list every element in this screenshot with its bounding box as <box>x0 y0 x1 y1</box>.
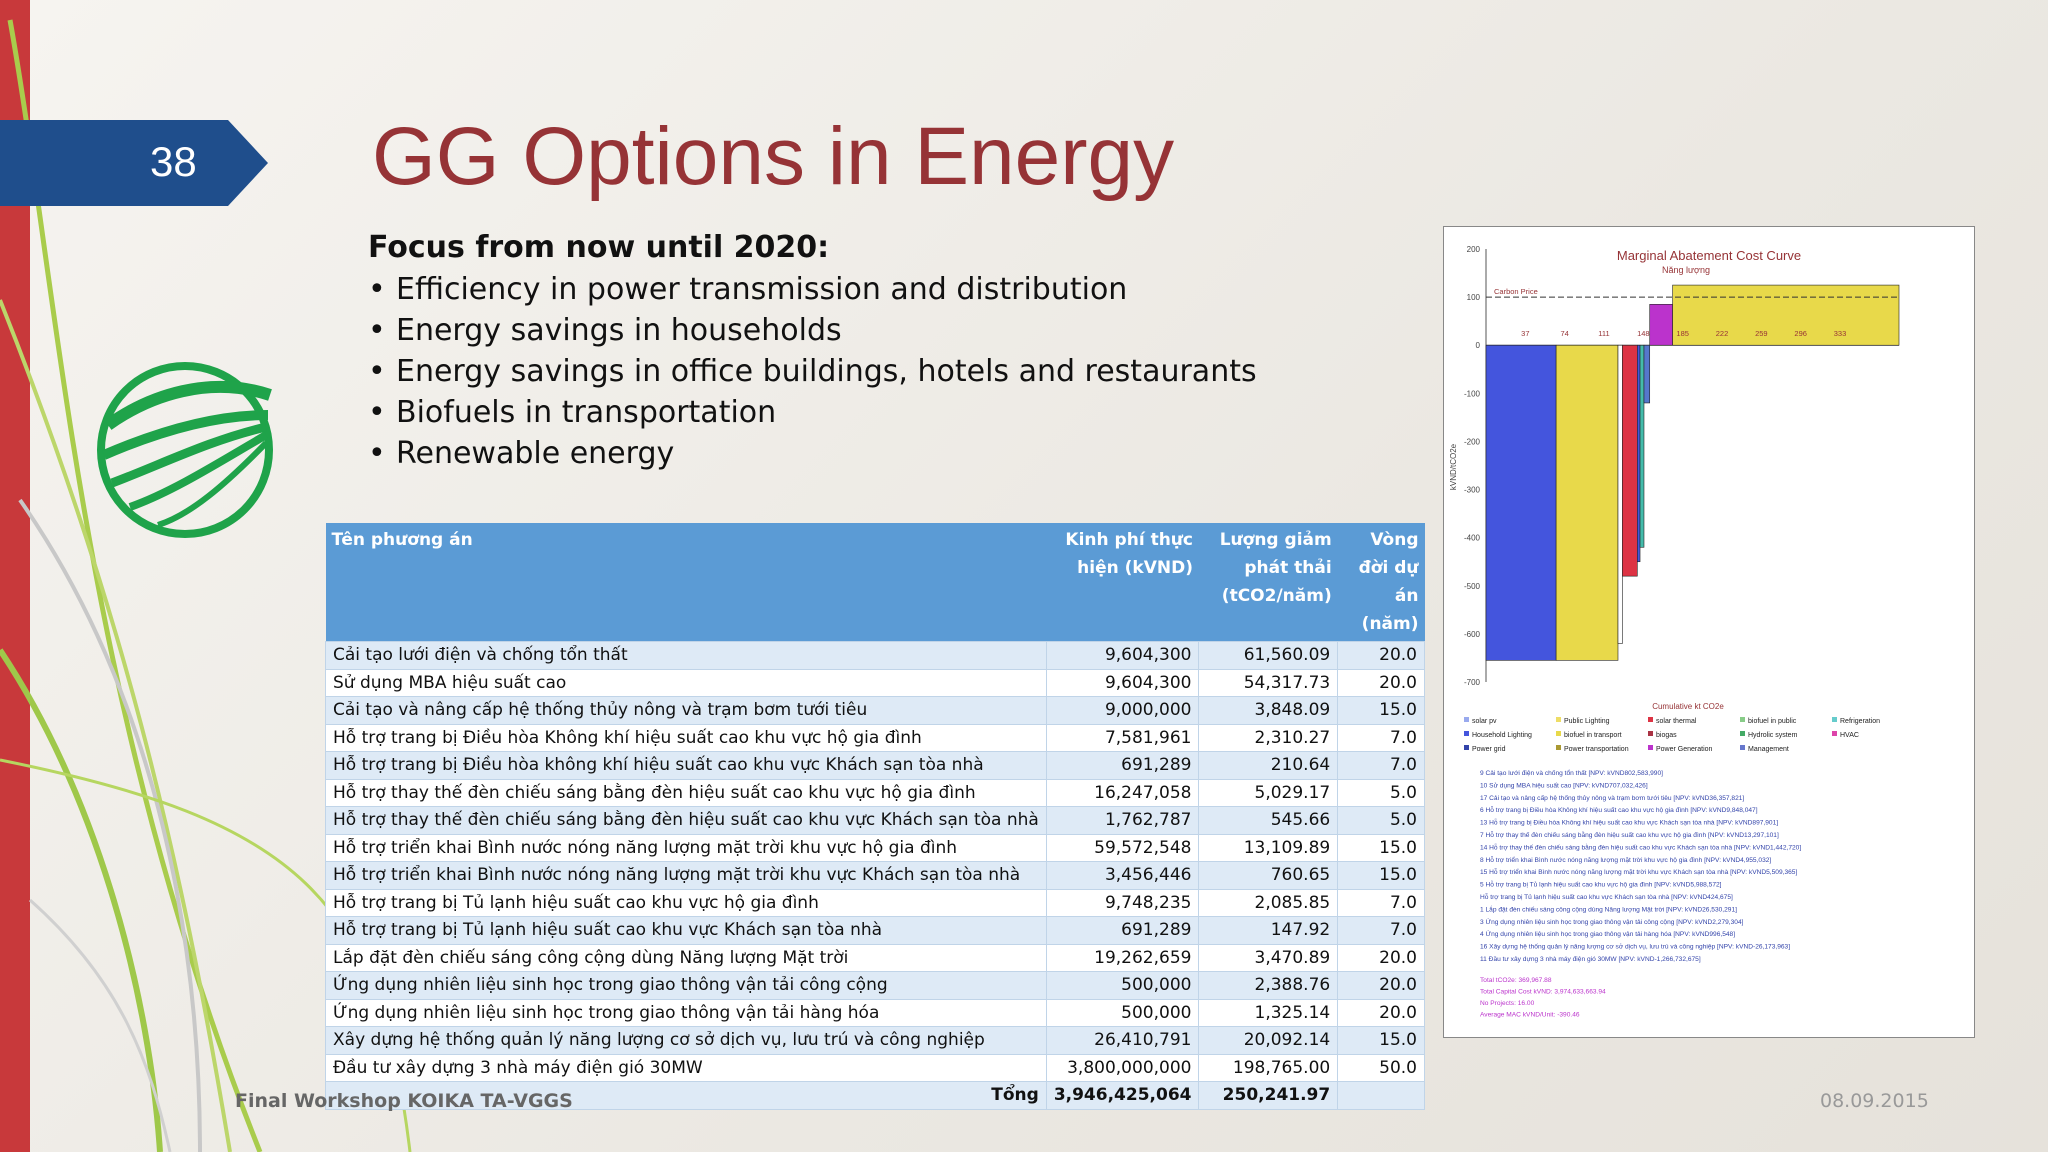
chart-summary-line: No Projects: 16.00 <box>1480 1000 1535 1007</box>
cell-cost: 9,000,000 <box>1046 697 1199 725</box>
legend-swatch <box>1556 731 1561 736</box>
table-row <box>326 889 1425 917</box>
legend-entry: biogas <box>1656 732 1677 739</box>
total-reduction: 250,241.97 <box>1199 1082 1338 1110</box>
total-label: Tổng <box>326 1082 1047 1110</box>
cell-lifetime: 20.0 <box>1338 669 1425 697</box>
cell-option-name: Ứng dụng nhiên liệu sinh học trong giao thông vận tải công cộng <box>326 972 1047 1000</box>
y-tick-label: 200 <box>1466 245 1480 254</box>
mac-bar <box>1644 345 1650 403</box>
table-row <box>326 1054 1425 1082</box>
cell-lifetime: 15.0 <box>1338 697 1425 725</box>
chart-note-line: 9 Cải tạo lưới điện và chống tổn thất [NPV: kVND802,583,990] <box>1480 770 1663 777</box>
cell-reduction: 61,560.09 <box>1199 642 1338 670</box>
bullet-text: Biofuels in transportation <box>396 395 777 430</box>
cell-reduction: 198,765.00 <box>1199 1054 1338 1082</box>
cell-lifetime: 7.0 <box>1338 724 1425 752</box>
chart-note-line: 4 Ứng dụng nhiên liệu sinh học trong giao thông vận tải hàng hóa [NPV: kVND996,548] <box>1480 931 1736 939</box>
cell-option-name: Hỗ trợ thay thế đèn chiếu sáng bằng đèn hiệu suất cao khu vực hộ gia đình <box>326 779 1047 807</box>
cell-option-name: Hỗ trợ trang bị Tủ lạnh hiệu suất cao khu vực Khách sạn tòa nhà <box>326 917 1047 945</box>
table-row <box>326 862 1425 890</box>
cell-lifetime: 7.0 <box>1338 889 1425 917</box>
chart-subtitle: Năng lượng <box>1662 265 1710 275</box>
cell-cost: 9,604,300 <box>1046 669 1199 697</box>
chart-note-line: 10 Sử dụng MBA hiệu suất cao [NPV: kVND707,032,426] <box>1480 782 1648 790</box>
y-tick-label: -400 <box>1463 533 1480 543</box>
header-lifetime: Vòng đời dự án (năm) <box>1338 523 1425 642</box>
legend-entry: solar pv <box>1472 718 1497 725</box>
bullet-text: Renewable energy <box>396 436 675 471</box>
table-header-row <box>326 523 1425 642</box>
carbon-price-label: Carbon Price <box>1494 287 1538 297</box>
x-tick-label: 296 <box>1794 329 1807 339</box>
chart-note-line: 3 Ứng dụng nhiên liệu sinh học trong giao thông vận tải công cộng [NPV: kVND2,279,304] <box>1480 918 1744 926</box>
cell-option-name: Lắp đặt đèn chiếu sáng công cộng dùng Năng lượng Mặt trời <box>326 944 1047 972</box>
x-tick-label: 222 <box>1715 329 1729 339</box>
cell-cost: 3,800,000,000 <box>1046 1054 1199 1082</box>
legend-swatch <box>1464 717 1469 722</box>
cell-reduction: 545.66 <box>1199 807 1338 835</box>
cell-option-name: Hỗ trợ triển khai Bình nước nóng năng lượng mặt trời khu vực hộ gia đình <box>326 834 1047 862</box>
cell-reduction: 20,092.14 <box>1199 1027 1338 1055</box>
table-row <box>326 642 1425 670</box>
legend-swatch <box>1464 745 1469 750</box>
cell-reduction: 2,085.85 <box>1199 889 1338 917</box>
cell-lifetime: 7.0 <box>1338 752 1425 780</box>
header-option-name: Tên phương án <box>326 523 1047 642</box>
chart-note-line: 6 Hỗ trợ trang bị Điều hòa Không khí hiệu suất cao khu vực hộ gia đình [NPV: kVND9,848,047] <box>1480 807 1758 815</box>
cell-lifetime: 5.0 <box>1338 779 1425 807</box>
focus-heading: Focus from now until 2020: <box>368 230 830 265</box>
cell-lifetime: 20.0 <box>1338 999 1425 1027</box>
y-axis-label: kVND/tCO2e <box>1449 443 1458 491</box>
bullet-text: Efficiency in power transmission and distribution <box>396 272 1128 307</box>
legend-swatch <box>1832 731 1837 736</box>
table-row <box>326 1027 1425 1055</box>
cell-cost: 26,410,791 <box>1046 1027 1199 1055</box>
cell-option-name: Hỗ trợ triển khai Bình nước nóng năng lượng mặt trời khu vực Khách sạn tòa nhà <box>326 862 1047 890</box>
bullet-text: Energy savings in office buildings, hotels and restaurants <box>396 354 1257 389</box>
cell-reduction: 54,317.73 <box>1199 669 1338 697</box>
table-row <box>326 724 1425 752</box>
x-tick-label: 333 <box>1833 329 1847 339</box>
cell-cost: 3,456,446 <box>1046 862 1199 890</box>
cell-lifetime: 15.0 <box>1338 1027 1425 1055</box>
y-tick-label: -300 <box>1463 485 1480 495</box>
cell-reduction: 2,310.27 <box>1199 724 1338 752</box>
chart-note-line: 5 Hỗ trợ trang bị Tủ lạnh hiệu suất cao khu vực hộ gia đình [NPV: kVND5,988,572] <box>1480 881 1722 889</box>
mac-chart-svg <box>1444 227 1974 1037</box>
cell-lifetime: 15.0 <box>1338 834 1425 862</box>
mac-bar <box>1673 285 1899 345</box>
cell-lifetime: 20.0 <box>1338 642 1425 670</box>
mac-bar <box>1556 345 1618 660</box>
footer-date: 08.09.2015 <box>1820 1090 1929 1112</box>
chart-note-line: 8 Hỗ trợ triển khai Bình nước nóng năng lượng mặt trời khu vực hộ gia đình [NPV: kVND4,955,032] <box>1480 856 1772 864</box>
cell-option-name: Đầu tư xây dựng 3 nhà máy điện gió 30MW <box>326 1054 1047 1082</box>
organization-logo-icon <box>90 355 280 545</box>
focus-bullet-list <box>368 269 1257 474</box>
cell-reduction: 147.92 <box>1199 917 1338 945</box>
legend-entry: Power Generation <box>1656 746 1713 753</box>
mac-bar <box>1640 345 1644 547</box>
table-row <box>326 972 1425 1000</box>
legend-swatch <box>1832 717 1837 722</box>
x-axis-label: Cumulative kt CO2e <box>1652 702 1724 711</box>
cell-reduction: 3,470.89 <box>1199 944 1338 972</box>
cell-cost: 691,289 <box>1046 917 1199 945</box>
cell-cost: 7,581,961 <box>1046 724 1199 752</box>
bullet-item: • Biofuels in transportation <box>368 395 777 430</box>
chart-note-line: 16 Xây dựng hệ thống quản lý năng lượng cơ sở dịch vụ, lưu trú và công nghiệp [NPV: kVND-26,173,963] <box>1480 943 1791 951</box>
cell-cost: 59,572,548 <box>1046 834 1199 862</box>
y-tick-label: 100 <box>1466 293 1480 303</box>
cell-cost: 691,289 <box>1046 752 1199 780</box>
header-reduction: Lượng giảm phát thải (tCO2/năm) <box>1199 523 1338 642</box>
x-tick-label: 185 <box>1676 329 1689 339</box>
y-tick-label: -200 <box>1463 437 1480 447</box>
legend-entry: biofuel in public <box>1748 718 1797 725</box>
bullet-item: • Energy savings in office buildings, hotels and restaurants <box>368 354 1257 389</box>
chart-note-line: 17 Cải tạo và nâng cấp hệ thống thủy nông và trạm bơm tưới tiêu [NPV: kVND36,357,821] <box>1480 794 1745 802</box>
legend-entry: HVAC <box>1840 732 1859 739</box>
y-tick-label: -600 <box>1463 629 1480 639</box>
cell-lifetime: 50.0 <box>1338 1054 1425 1082</box>
chart-note-line: 11 Đầu tư xây dựng 3 nhà máy điện gió 30MW [NPV: kVND-1,266,732,675] <box>1480 956 1701 963</box>
mac-bar <box>1622 345 1637 576</box>
x-tick-label: 259 <box>1755 329 1768 339</box>
mac-bar <box>1650 304 1673 345</box>
table-row <box>326 944 1425 972</box>
cell-option-name: Ứng dụng nhiên liệu sinh học trong giao thông vận tải hàng hóa <box>326 999 1047 1027</box>
table-row <box>326 669 1425 697</box>
total-cost: 3,946,425,064 <box>1046 1082 1199 1110</box>
chart-summary-line: Total Capital Cost kVND: 3,974,633,663.94 <box>1480 988 1606 996</box>
slide-number: 38 <box>150 138 197 185</box>
cell-lifetime: 7.0 <box>1338 917 1425 945</box>
table-row <box>326 834 1425 862</box>
chart-note-line: 7 Hỗ trợ thay thế đèn chiếu sáng bằng đèn hiệu suất cao khu vực hộ gia đình [NPV: kVND13,297,101] <box>1480 832 1779 839</box>
mac-bar <box>1637 345 1640 562</box>
table-row <box>326 807 1425 835</box>
cell-option-name: Hỗ trợ trang bị Điều hòa không khí hiệu suất cao khu vực Khách sạn tòa nhà <box>326 752 1047 780</box>
x-tick-label: 37 <box>1521 329 1530 339</box>
y-tick-label: 0 <box>1475 341 1480 351</box>
slide-number-marker <box>0 120 270 206</box>
bullet-text: Energy savings in households <box>396 313 842 348</box>
cell-option-name: Sử dụng MBA hiệu suất cao <box>326 669 1047 697</box>
legend-entry: Refrigeration <box>1840 718 1881 725</box>
legend-entry: Public Lighting <box>1564 718 1610 725</box>
cell-option-name: Hỗ trợ trang bị Tủ lạnh hiệu suất cao khu vực hộ gia đình <box>326 889 1047 917</box>
legend-swatch <box>1556 717 1561 722</box>
chart-title: Marginal Abatement Cost Curve <box>1616 248 1802 263</box>
legend-swatch <box>1648 745 1653 750</box>
cell-cost: 1,762,787 <box>1046 807 1199 835</box>
chart-summary-line: Average MAC kVND/Unit: -390.46 <box>1480 1011 1580 1019</box>
energy-options-table <box>325 523 1425 1110</box>
chart-note-line: 13 Hỗ trợ trang bị Điều hòa Không khí hiệu suất cao khu vực Khách sạn tòa nhà [NPV: kVND897,901] <box>1480 819 1779 827</box>
cell-option-name: Cải tạo và nâng cấp hệ thống thủy nông và trạm bơm tưới tiêu <box>326 697 1047 725</box>
cell-cost: 9,604,300 <box>1046 642 1199 670</box>
mac-bar <box>1486 345 1556 660</box>
chart-note-line: Hỗ trợ trang bị Tủ lạnh hiệu suất cao khu vực Khách sạn tòa nhà [NPV: kVND424,675] <box>1480 894 1733 901</box>
legend-entry: solar thermal <box>1656 718 1697 725</box>
table-row <box>326 697 1425 725</box>
slide-title: GG Options in Energy <box>372 111 1175 202</box>
cell-lifetime: 5.0 <box>1338 807 1425 835</box>
cell-lifetime: 20.0 <box>1338 972 1425 1000</box>
cell-reduction: 13,109.89 <box>1199 834 1338 862</box>
cell-cost: 500,000 <box>1046 999 1199 1027</box>
bullet-item: • Efficiency in power transmission and distribution <box>368 272 1128 307</box>
legend-swatch <box>1740 745 1745 750</box>
legend-entry: Power transportation <box>1564 746 1629 753</box>
header-cost: Kinh phí thực hiện (kVND) <box>1046 523 1199 642</box>
legend-entry: Hydrolic system <box>1748 732 1798 739</box>
legend-entry: biofuel in transport <box>1564 732 1622 739</box>
mac-bar <box>1618 345 1622 643</box>
y-tick-label: -500 <box>1463 581 1480 591</box>
legend-entry: Management <box>1748 746 1789 753</box>
cell-cost: 19,262,659 <box>1046 944 1199 972</box>
cell-reduction: 5,029.17 <box>1199 779 1338 807</box>
chart-note-line: 1 Lắp đặt đèn chiếu sáng công cộng dùng Năng lượng Mặt trời [NPV: kVND26,530,291] <box>1480 906 1737 914</box>
cell-option-name: Hỗ trợ thay thế đèn chiếu sáng bằng đèn hiệu suất cao khu vực Khách sạn tòa nhà <box>326 807 1047 835</box>
legend-swatch <box>1648 717 1653 722</box>
focus-section <box>368 230 1257 474</box>
cell-reduction: 3,848.09 <box>1199 697 1338 725</box>
total-empty <box>1338 1082 1425 1110</box>
legend-swatch <box>1740 731 1745 736</box>
bullet-item: • Renewable energy <box>368 436 675 471</box>
cell-cost: 16,247,058 <box>1046 779 1199 807</box>
cell-lifetime: 15.0 <box>1338 862 1425 890</box>
legend-swatch <box>1464 731 1469 736</box>
table-row <box>326 779 1425 807</box>
cell-cost: 500,000 <box>1046 972 1199 1000</box>
legend-entry: Household Lighting <box>1472 732 1532 739</box>
legend-entry: Power grid <box>1472 746 1506 753</box>
table-row <box>326 999 1425 1027</box>
x-tick-label: 111 <box>1598 329 1610 339</box>
cell-cost: 9,748,235 <box>1046 889 1199 917</box>
bullet-item: • Energy savings in households <box>368 313 842 348</box>
chart-note-line: 15 Hỗ trợ triển khai Bình nước nóng năng lượng mặt trời khu vực Khách sạn tòa nhà [NPV: kVND5,509,365] <box>1480 869 1798 877</box>
cell-reduction: 210.64 <box>1199 752 1338 780</box>
x-tick-label: 148 <box>1637 329 1650 339</box>
table-row <box>326 917 1425 945</box>
x-tick-label: 74 <box>1560 329 1569 339</box>
cell-option-name: Hỗ trợ trang bị Điều hòa Không khí hiệu suất cao khu vực hộ gia đình <box>326 724 1047 752</box>
legend-swatch <box>1740 717 1745 722</box>
footer-event: Final Workshop KOIKA TA-VGGS <box>235 1090 573 1112</box>
mac-curve-chart <box>1443 226 1975 1038</box>
cell-option-name: Xây dựng hệ thống quản lý năng lượng cơ sở dịch vụ, lưu trú và công nghiệp <box>326 1027 1047 1055</box>
cell-reduction: 760.65 <box>1199 862 1338 890</box>
table-row <box>326 752 1425 780</box>
y-tick-label: -100 <box>1463 389 1480 399</box>
cell-lifetime: 20.0 <box>1338 944 1425 972</box>
legend-swatch <box>1556 745 1561 750</box>
chart-summary-line: Total tCO2e: 369,967.88 <box>1480 977 1552 984</box>
table-body <box>326 642 1425 1110</box>
legend-swatch <box>1648 731 1653 736</box>
cell-reduction: 2,388.76 <box>1199 972 1338 1000</box>
chart-note-line: 14 Hỗ trợ thay thế đèn chiếu sáng bằng đèn hiệu suất cao khu vực Khách sạn tòa nhà [NPV: kVND1,442,720] <box>1480 844 1802 852</box>
cell-option-name: Cải tạo lưới điện và chống tổn thất <box>326 642 1047 670</box>
cell-reduction: 1,325.14 <box>1199 999 1338 1027</box>
y-tick-label: -700 <box>1463 678 1480 687</box>
